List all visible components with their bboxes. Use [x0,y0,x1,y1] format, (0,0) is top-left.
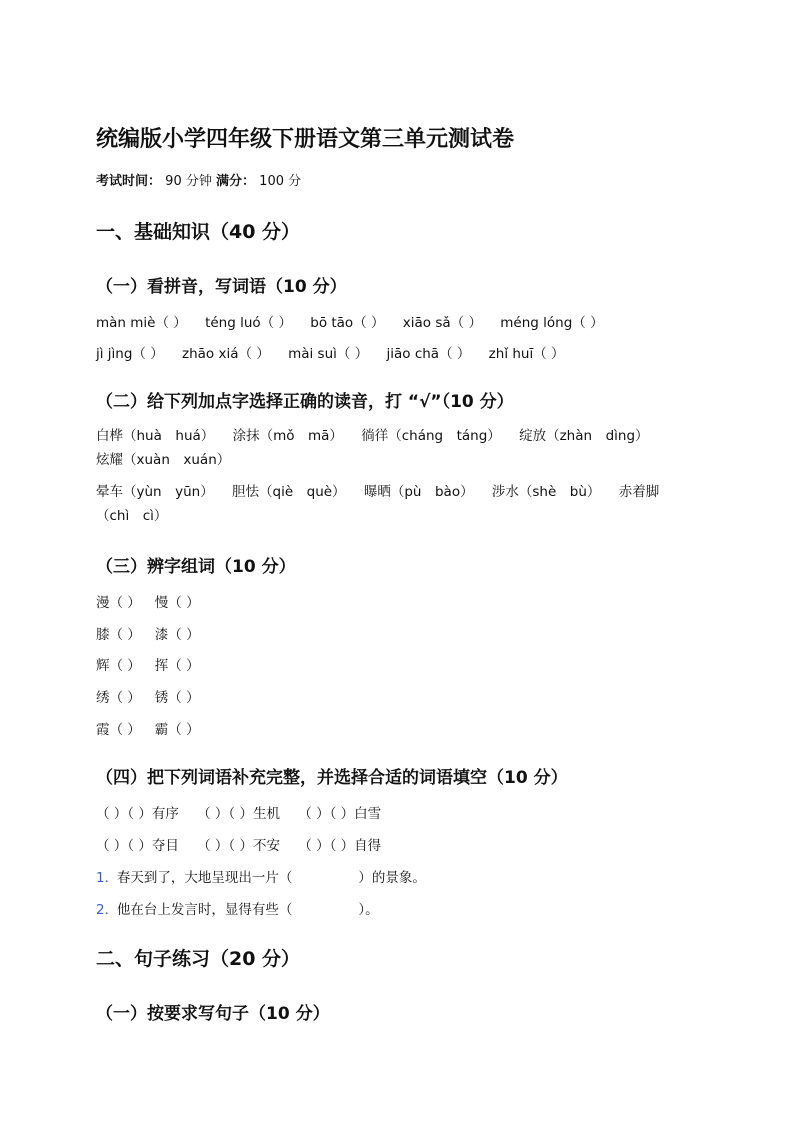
part2-s1-heading: （一）按要求写句子（10 分） [96,1004,330,1024]
idiom-row-1 [96,802,381,822]
s3-heading: （三）辨字组词（10 分） [96,557,296,577]
char-pair-row [96,623,214,643]
char-item: 漆（ ） [154,627,200,643]
idiom-item: （ ）（ ）生机 [197,806,280,822]
page-title: 统编版小学四年级下册语文第三单元测试卷 [96,127,515,152]
reading-row-1 [96,424,668,472]
reading-item: 涂抹（mǒ mā） [232,428,343,444]
s2-heading: （二）给下列加点字选择正确的读音，打 “√”（10 分） [96,392,514,412]
fill-question-1: 1. 春天到了，大地呈现出一片（ ）的景象。 [96,870,426,886]
pinyin-row-2 [96,342,565,362]
time-label: 考试时间 [96,174,149,189]
idiom-item: （ ）（ ）有序 [96,806,179,822]
fill-question-2: 2. 他在台上发言时，显得有些（ ）。 [96,902,379,918]
pinyin-item: xiāo sǎ（ ） [402,315,482,331]
score-value: 100 分 [259,174,302,189]
char-item: 霸（ ） [154,722,200,738]
reading-item: 绽放（zhàn dìng） [519,428,649,444]
pinyin-item: zhāo xiá（ ） [182,346,270,362]
reading-item: 晕车（yùn yūn） [96,484,214,500]
pinyin-item: jì jìng（ ） [96,346,164,362]
part1-heading: 一、基础知识（40 分） [96,221,301,243]
reading-item: 赤着脚（chì cì） [96,484,660,524]
idiom-item: （ ）（ ）不安 [197,838,280,854]
reading-item: 胆怯（qiè què） [232,484,346,500]
char-pair-row [96,686,214,706]
pinyin-item: bō tāo（ ） [310,315,385,331]
exam-meta: 考试时间： 90 分钟 满分： 100 分 [96,174,302,189]
question-number: 1. [96,870,109,886]
reading-item: 曝晒（pù bào） [363,484,474,500]
idiom-item: （ ）（ ）夺目 [96,838,179,854]
reading-item: 涉水（shè bù） [491,484,601,500]
pinyin-item: téng luó（ ） [205,315,292,331]
char-item: 绣（ ） [96,690,141,706]
char-item: 辉（ ） [96,658,141,674]
char-item: 漫（ ） [96,595,141,611]
char-item: 霞（ ） [96,722,141,738]
idiom-item: （ ）（ ）自得 [298,838,382,854]
pinyin-item: màn miè（ ） [96,315,187,331]
char-item: 挥（ ） [154,658,200,674]
idiom-item: （ ）（ ）白雪 [298,806,382,822]
pinyin-row-1 [96,311,604,331]
score-label: 满分 [216,174,243,189]
pinyin-item: zhǐ huī（ ） [488,346,565,362]
reading-item: 炫耀（xuàn xuán） [96,452,231,468]
pinyin-item: méng lóng（ ） [500,315,604,331]
pinyin-item: mài suì（ ） [288,346,369,362]
pinyin-item: jiāo chā（ ） [386,346,471,362]
time-value: 90 分钟 [165,174,212,189]
s4-heading: （四）把下列词语补充完整，并选择合适的词语填空（10 分） [96,768,568,788]
question-number: 2. [96,902,109,918]
reading-item: 白桦（huà huá） [96,428,215,444]
char-item: 锈（ ） [154,690,200,706]
s1-heading: （一）看拼音，写词语（10 分） [96,277,347,297]
char-pair-row [96,591,214,611]
char-pair-row [96,654,214,674]
char-item: 膝（ ） [96,627,141,643]
reading-row-2 [96,480,668,528]
reading-item: 徜徉（cháng táng） [361,428,501,444]
char-item: 慢（ ） [154,595,200,611]
part2-heading: 二、句子练习（20 分） [96,948,301,970]
idiom-row-2 [96,834,381,854]
char-pair-row [96,718,214,738]
